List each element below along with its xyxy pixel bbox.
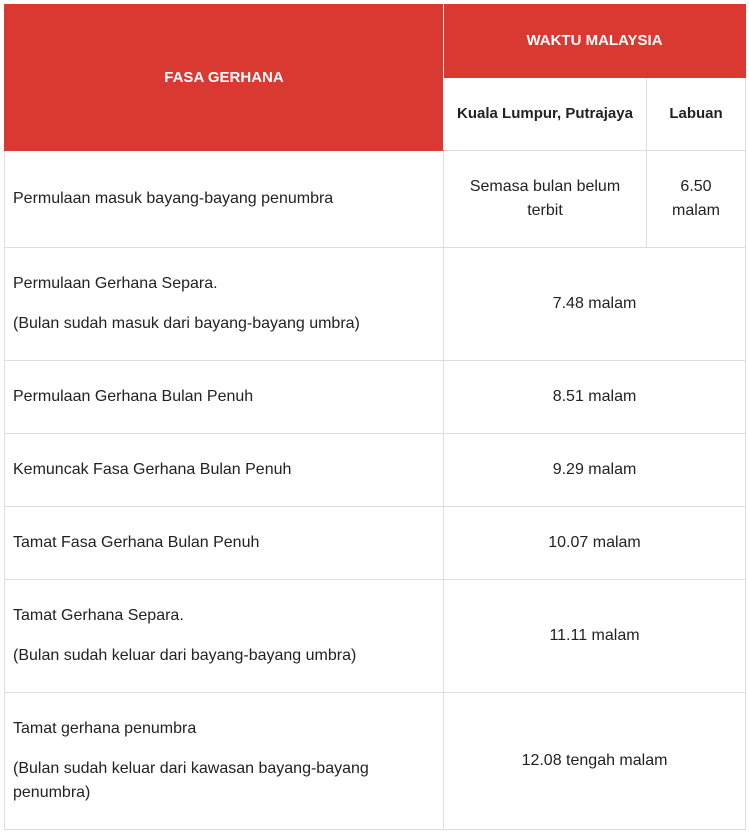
kl-time-cell: Semasa bulan belum terbit	[444, 151, 647, 248]
phase-label: Kemuncak Fasa Gerhana Bulan Penuh	[13, 461, 292, 478]
table-row	[5, 693, 746, 830]
table-row	[5, 434, 746, 507]
phase-label: Tamat Fasa Gerhana Bulan Penuh	[13, 534, 260, 551]
table-row	[5, 361, 746, 434]
time-cell: 12.08 tengah malam	[444, 693, 746, 830]
phase-label: Permulaan Gerhana Separa.	[13, 275, 218, 292]
malaysia-time-header: WAKTU MALAYSIA	[444, 5, 746, 78]
phase-cell	[5, 361, 444, 434]
table-row	[5, 151, 746, 248]
time-cell: 9.29 malam	[444, 434, 746, 507]
phase-cell	[5, 248, 444, 361]
time-cell: 7.48 malam	[444, 248, 746, 361]
time-cell: 10.07 malam	[444, 507, 746, 580]
phase-cell	[5, 580, 444, 693]
phase-cell	[5, 151, 444, 248]
table-row	[5, 507, 746, 580]
phase-cell	[5, 434, 444, 507]
kl-putrajaya-header: Kuala Lumpur, Putrajaya	[444, 78, 647, 151]
phase-label: Tamat gerhana penumbra	[13, 720, 197, 737]
labuan-time-cell: 6.50 malam	[647, 151, 746, 248]
table-row	[5, 248, 746, 361]
eclipse-schedule-table	[4, 4, 746, 830]
header-row-1	[5, 5, 746, 78]
time-cell: 11.11 malam	[444, 580, 746, 693]
table-header	[5, 5, 746, 151]
phase-label: Permulaan Gerhana Bulan Penuh	[13, 388, 254, 405]
phase-cell	[5, 693, 444, 830]
phase-note: (Bulan sudah keluar dari bayang-bayang umbra)	[13, 647, 357, 664]
phase-cell	[5, 507, 444, 580]
table-row	[5, 580, 746, 693]
phase-note: (Bulan sudah keluar dari kawasan bayang-bayang penumbra)	[13, 760, 369, 801]
table-body	[5, 151, 746, 830]
phase-label: Tamat Gerhana Separa.	[13, 607, 184, 624]
phase-column-header: FASA GERHANA	[5, 5, 444, 151]
phase-label: Permulaan masuk bayang-bayang penumbra	[13, 190, 334, 207]
phase-note: (Bulan sudah masuk dari bayang-bayang umbra)	[13, 315, 360, 332]
labuan-header: Labuan	[647, 78, 746, 151]
time-cell: 8.51 malam	[444, 361, 746, 434]
